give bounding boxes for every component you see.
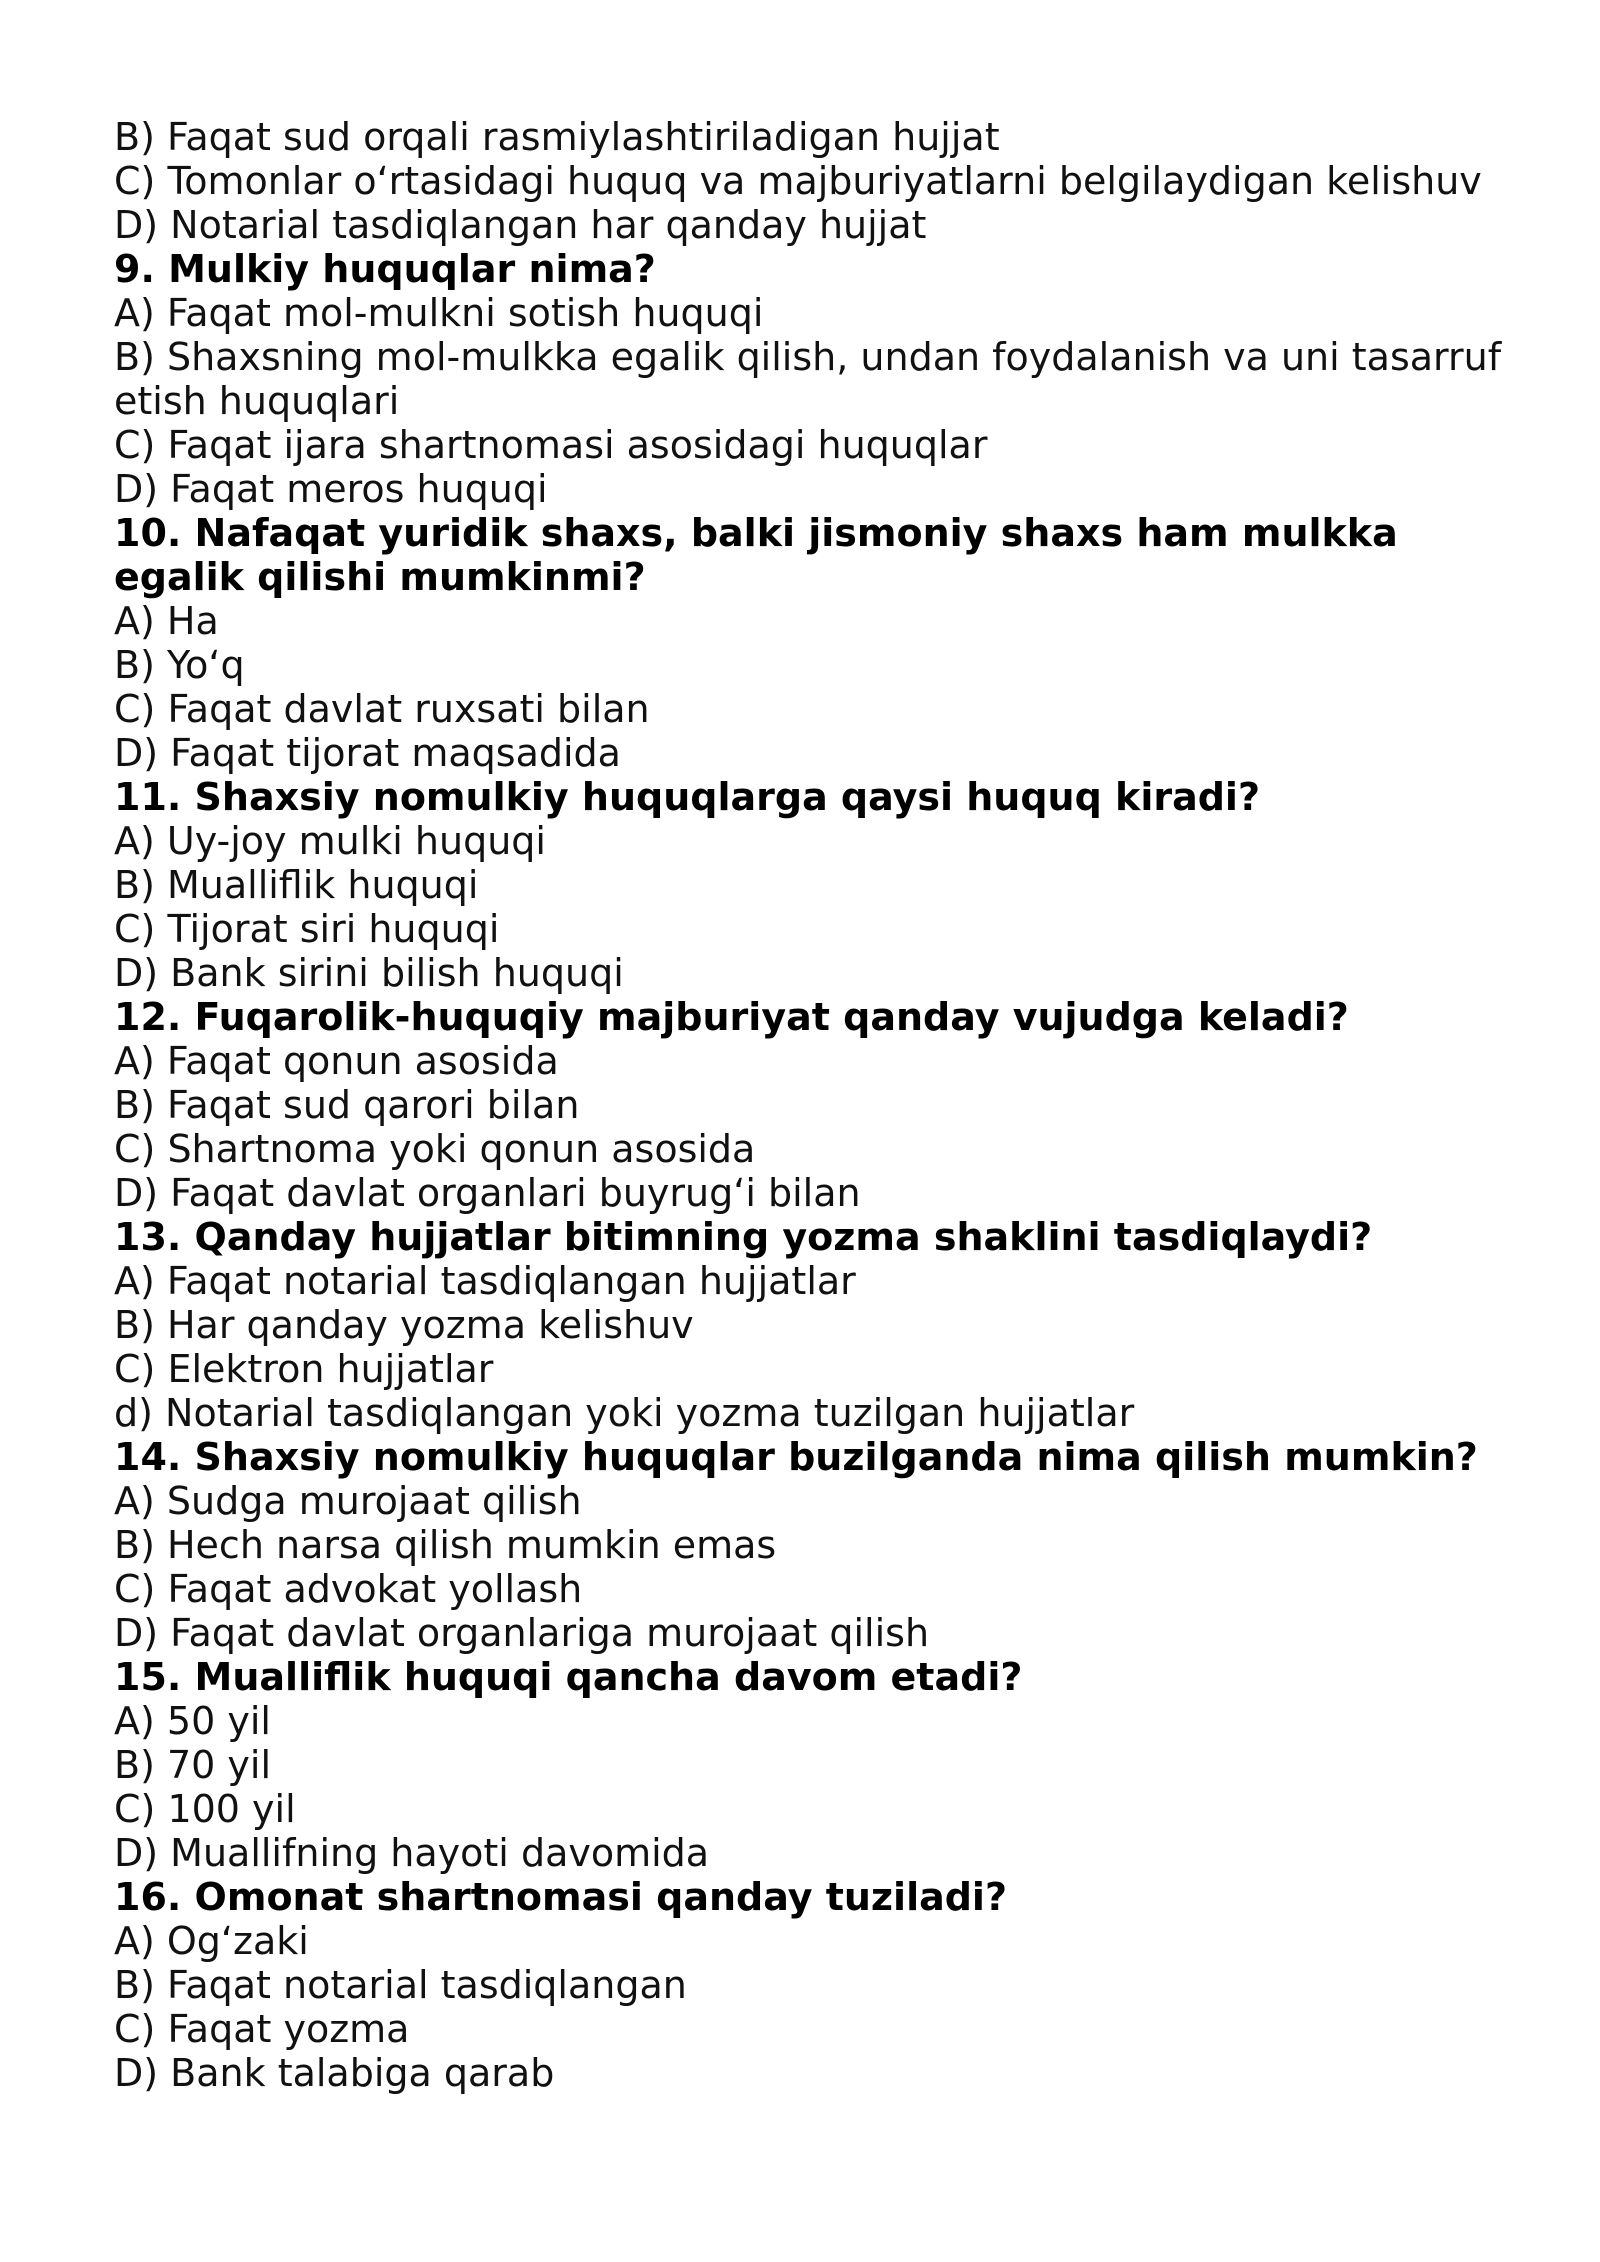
option-d: D) Faqat tijorat maqsadida — [114, 731, 621, 775]
question-10 — [114, 511, 1514, 775]
option-b: B) Faqat sud qarori bilan — [114, 1083, 580, 1127]
option-d: D) Faqat davlat organlari buyrug‘i bilan — [114, 1171, 861, 1215]
option-d: D) Notarial tasdiqlangan har qanday hujjat — [114, 203, 927, 247]
option-c: C) Faqat ijara shartnomasi asosidagi huquqlar — [114, 423, 988, 467]
option-d: d) Notarial tasdiqlangan yoki yozma tuzilgan hujjatlar — [114, 1391, 1135, 1435]
question-12 — [114, 995, 1514, 1215]
option-b: B) Faqat sud orqali rasmiylashtiriladigan hujjat — [114, 115, 1000, 159]
question-title: 10. Nafaqat yuridik shaxs, balki jismoniy shaxs ham mulkka egalik qilishi mumkinmi? — [114, 511, 1411, 599]
option-a: A) Ha — [114, 599, 219, 643]
question-11 — [114, 775, 1514, 995]
question-15 — [114, 1655, 1514, 1875]
option-c: C) Faqat advokat yollash — [114, 1567, 583, 1611]
question-title: 12. Fuqarolik-huquqiy majburiyat qanday vujudga keladi? — [114, 995, 1349, 1039]
option-c: C) Shartnoma yoki qonun asosida — [114, 1127, 756, 1171]
question-16 — [114, 1875, 1514, 2095]
question-title: 13. Qanday hujjatlar bitimning yozma shaklini tasdiqlaydi? — [114, 1215, 1373, 1259]
option-b: B) Har qanday yozma kelishuv — [114, 1303, 694, 1347]
option-d: D) Faqat davlat organlariga murojaat qilish — [114, 1611, 930, 1655]
option-c: C) 100 yil — [114, 1787, 296, 1831]
question-13 — [114, 1215, 1514, 1435]
question-title: 14. Shaxsiy nomulkiy huquqlar buzilganda nima qilish mumkin? — [114, 1435, 1478, 1479]
option-a: A) Faqat notarial tasdiqlangan hujjatlar — [114, 1259, 856, 1303]
option-a: A) Faqat mol-mulkni sotish huquqi — [114, 291, 764, 335]
option-b: B) Faqat notarial tasdiqlangan — [114, 1963, 687, 2007]
option-c: C) Elektron hujjatlar — [114, 1347, 494, 1391]
option-d: D) Muallifning hayoti davomida — [114, 1831, 710, 1875]
option-c: C) Tijorat siri huquqi — [114, 907, 500, 951]
option-d: D) Faqat meros huquqi — [114, 467, 548, 511]
option-c: C) Faqat davlat ruxsati bilan — [114, 687, 650, 731]
option-a: A) Sudga murojaat qilish — [114, 1479, 582, 1523]
option-b: B) Shaxsning mol-mulkka egalik qilish, undan foydalanish va uni tasarruf etish huquqlari — [114, 335, 1514, 423]
option-a: A) Uy-joy mulki huquqi — [114, 819, 546, 863]
option-a: A) Og‘zaki — [114, 1919, 309, 1963]
option-b: B) Hech narsa qilish mumkin emas — [114, 1523, 777, 1567]
question-title: 11. Shaxsiy nomulkiy huquqlarga qaysi huquq kiradi? — [114, 775, 1260, 819]
test-document-page — [114, 115, 1514, 2095]
option-c: C) Faqat yozma — [114, 2007, 410, 2051]
question-title: 16. Omonat shartnomasi qanday tuziladi? — [114, 1875, 1007, 1919]
previous-question-options — [114, 115, 1514, 247]
option-a: A) 50 yil — [114, 1699, 271, 1743]
option-c: C) Tomonlar o‘rtasidagi huquq va majburiyatlarni belgilaydigan kelishuv — [114, 159, 1482, 203]
option-b: B) Mualliflik huquqi — [114, 863, 479, 907]
option-b: B) Yo‘q — [114, 643, 245, 687]
question-title: 15. Mualliflik huquqi qancha davom etadi? — [114, 1655, 1023, 1699]
option-a: A) Faqat qonun asosida — [114, 1039, 559, 1083]
option-d: D) Bank talabiga qarab — [114, 2051, 555, 2095]
question-9 — [114, 247, 1514, 511]
option-d: D) Bank sirini bilish huquqi — [114, 951, 624, 995]
question-14 — [114, 1435, 1514, 1655]
question-title: 9. Mulkiy huquqlar nima? — [114, 247, 656, 291]
option-b: B) 70 yil — [114, 1743, 272, 1787]
